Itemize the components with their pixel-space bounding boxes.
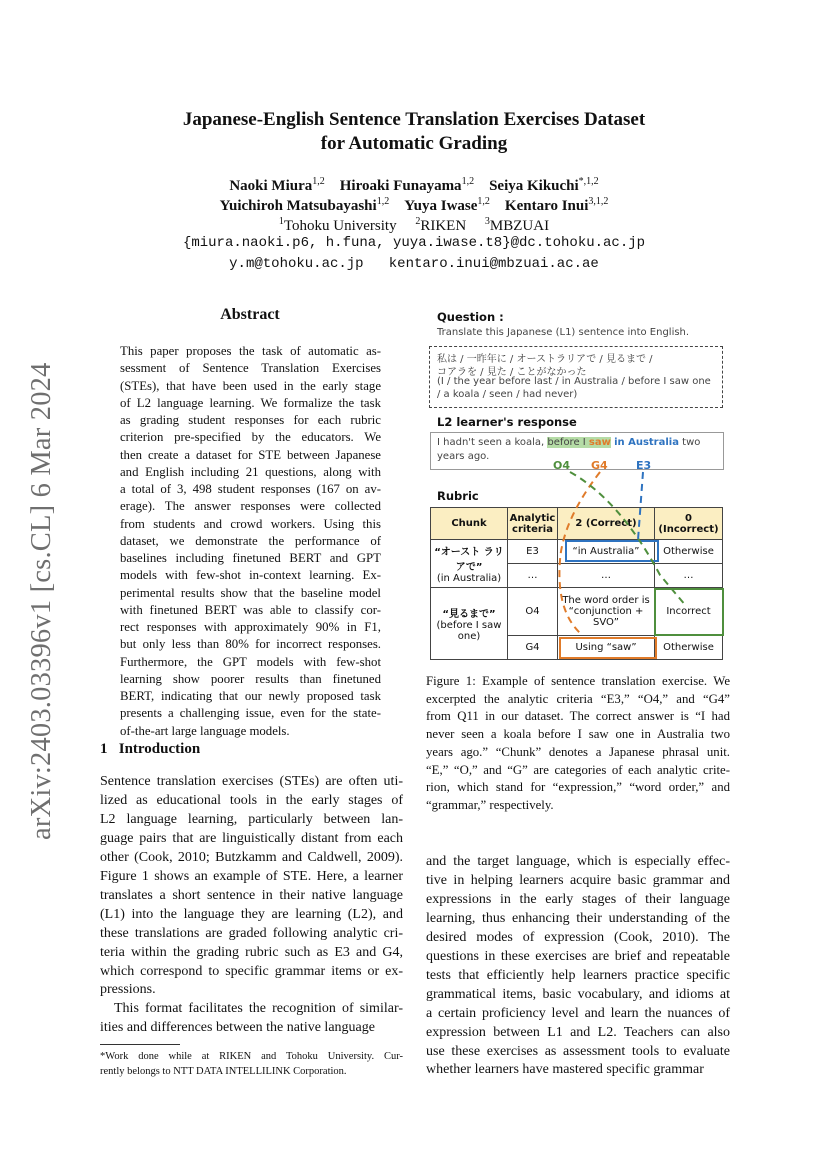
intro-line: guage pairs that are linguistically distant from each bbox=[100, 830, 403, 846]
response-prefix: I hadn't seen a koala, bbox=[437, 437, 548, 448]
affiliation-name: Tohoku University bbox=[283, 218, 397, 234]
abstract-line: of-the-art large language models. bbox=[120, 723, 290, 738]
footnote-line: *Work done while at RIKEN and Tohoku University. Cur- bbox=[100, 1051, 403, 1062]
intro-line: Figure 1 shows an example of STE. Here, a learner bbox=[100, 868, 403, 884]
intro-line: tive in helping learners acquire basic grammar and bbox=[426, 872, 730, 888]
author-affiliation: 1,2 bbox=[477, 196, 490, 207]
author-name: Kentaro Inui bbox=[504, 198, 589, 214]
affiliation-number: 3 bbox=[484, 216, 490, 227]
response-saw: saw bbox=[588, 437, 611, 448]
caption-line: never seen a koala before I saw one in Australia two bbox=[426, 727, 730, 742]
criteria-e3: E3 bbox=[508, 540, 558, 564]
correct-g4: Using “saw” bbox=[558, 636, 655, 660]
tag-o4: O4 bbox=[553, 459, 571, 472]
rubric-label: Rubric bbox=[437, 489, 479, 503]
chunk-jp: “見るまで” bbox=[442, 609, 496, 620]
intro-line: grammatical items, basic vocabulary, and idioms at bbox=[426, 986, 730, 1002]
abstract-line: presents a challenging issue, even for the state- bbox=[120, 706, 381, 721]
abstract-line: but only less than 80% for incorrect responses. bbox=[120, 637, 381, 652]
response-in-australia: in Australia bbox=[614, 437, 679, 448]
tag-e3: E3 bbox=[636, 459, 652, 472]
affiliation-number: 2 bbox=[415, 216, 421, 227]
email-line-1[interactable]: {miura.naoki.p6, h.funa, yuya.iwase.t8}@dc.tohoku.ac.jp bbox=[182, 235, 646, 251]
intro-line: a certain proficiency level and learn the nuances of bbox=[426, 1005, 730, 1021]
incorrect-o4: Incorrect bbox=[655, 588, 723, 636]
abstract-heading: Abstract bbox=[220, 306, 280, 323]
response-suffix: two bbox=[678, 437, 701, 448]
abstract-line: dataset, we demonstrate the performance of bbox=[120, 533, 381, 548]
header-incorrect: 0 (Incorrect) bbox=[655, 508, 723, 540]
author-affiliation: 3,1,2 bbox=[588, 196, 609, 207]
criteria-o4: O4 bbox=[508, 588, 558, 636]
abstract-line: with finetuned BERT was able to classify cor- bbox=[120, 602, 381, 617]
intro-line: translates a short sentence in their native language bbox=[100, 887, 403, 903]
intro-line: and the target language, which is especially effec- bbox=[426, 854, 730, 869]
tag-g4: G4 bbox=[591, 459, 608, 472]
abstract-line: and English including 21 questions, along with bbox=[120, 464, 381, 479]
caption-line: from Q11 in our dataset. The correct answer is “I had bbox=[426, 709, 730, 724]
abstract-line: models with few-shot in-context learning. Ex- bbox=[120, 568, 381, 583]
section-title: Introduction bbox=[118, 741, 201, 757]
caption-line: rion, which stand for “expression,” “word order,” and bbox=[426, 780, 730, 795]
chunk-en: (in Australia) bbox=[436, 573, 502, 584]
intro-line: desired modes of expression (Cook, 2010). The bbox=[426, 929, 730, 945]
caption-line: excerpted the analytic criteria “E3,” “O4,” and “G4” bbox=[426, 691, 730, 706]
header-correct: 2 (Correct) bbox=[558, 508, 655, 540]
author-name: Yuichiroh Matsubayashi bbox=[219, 198, 377, 214]
arxiv-identifier: arXiv:2403.03396v1 [cs.CL] 6 Mar 2024 bbox=[26, 362, 57, 840]
intro-line: ities and differences between the native language bbox=[100, 1020, 375, 1036]
response-line-2: years ago. bbox=[437, 451, 490, 462]
abstract-line: learning show poorer results than finetuned bbox=[120, 671, 381, 686]
intro-line: This format facilitates the recognition of similar- bbox=[114, 1001, 403, 1017]
chunk-en: (before I saw one) bbox=[436, 620, 502, 642]
author-affiliation: 1,2 bbox=[461, 176, 475, 187]
criteria-ellipsis: … bbox=[508, 564, 558, 588]
intro-line: these translations are graded following analytic cri- bbox=[100, 925, 403, 941]
jp-line: 私は / 一昨年に / オーストラリアで / 見るまで / bbox=[437, 354, 653, 365]
title-line-2: for Automatic Grading bbox=[320, 133, 508, 154]
header-chunk: Chunk bbox=[431, 508, 508, 540]
author-affiliation: *,1,2 bbox=[578, 176, 599, 187]
author-affiliation: 1,2 bbox=[312, 176, 325, 187]
intro-line: lized as educational tools in the early stages of bbox=[100, 792, 403, 808]
affiliation-name: MBZUAI bbox=[489, 218, 550, 234]
intro-line: use these exercises as assessment tools to evaluate bbox=[426, 1043, 730, 1059]
caption-line: “E,” “O,” and “G” are categories of each analytic crite- bbox=[426, 762, 730, 777]
abstract-line: sessment of Sentence Translation Exercises bbox=[120, 361, 381, 376]
abstract-line: erage). The answer responses were collected bbox=[120, 499, 381, 514]
abstract-line: perimental results show that the baseline model bbox=[120, 585, 381, 600]
question-label: Question : bbox=[437, 310, 504, 324]
caption-line: years ago.” “Chunk” denotes a Japanese phrasal unit. bbox=[426, 744, 730, 759]
incorrect-e3: Otherwise bbox=[655, 540, 723, 564]
abstract-line: a total of 3, 498 student responses (167 on av- bbox=[120, 482, 381, 496]
abstract-line: (STEs), that have been used in the early stage bbox=[120, 378, 381, 393]
connector-e3 bbox=[638, 472, 643, 540]
intro-line: pressions. bbox=[100, 982, 156, 998]
abstract-line: rect responses with approximately 90% in F1, bbox=[120, 620, 381, 634]
author-name: Naoki Miura bbox=[229, 178, 313, 194]
author-name: Seiya Kikuchi bbox=[489, 178, 579, 194]
connector-o4 bbox=[570, 472, 686, 606]
intro-line: learning, thus enhancing their understanding of the bbox=[426, 910, 730, 926]
intro-line: expressions in the early stages of their language bbox=[426, 891, 730, 907]
intro-line: expression between L1 and L2. Teachers can also bbox=[426, 1024, 730, 1040]
abstract-line: criterion pre-specified by the educators. We bbox=[120, 430, 381, 445]
intro-line: questions in these exercises are brief and repeatable bbox=[426, 948, 730, 964]
header-analytic-criteria: Analytic criteria bbox=[508, 508, 558, 540]
connector-g4 bbox=[559, 472, 600, 633]
author-name: Hiroaki Funayama bbox=[339, 178, 462, 194]
jp-line: コアラを / 見た / ことがなかった bbox=[437, 367, 587, 378]
abstract-line: baselines including finetuned BERT and GPT bbox=[120, 551, 381, 565]
email-line-2[interactable]: y.m@tohoku.ac.jp kentaro.inui@mbzuai.ac.ae bbox=[229, 256, 599, 272]
criteria-g4: G4 bbox=[508, 636, 558, 660]
correct-o4: The word order is “conjunction + SVO” bbox=[558, 588, 655, 636]
abstract-line: from students and crowd workers. Using this bbox=[120, 516, 381, 531]
caption-line: Figure 1: Example of sentence translation exercise. We bbox=[426, 674, 730, 688]
correct-e3: “in Australia” bbox=[558, 540, 655, 564]
response-label: L2 learner's response bbox=[437, 415, 577, 429]
jp-gloss-line: / a koala / seen / had never) bbox=[437, 389, 578, 400]
abstract-line: then create a dataset for STE between Japanese bbox=[120, 447, 381, 462]
author-name: Yuya Iwase bbox=[404, 198, 478, 214]
abstract-line: BERT, indicating that our newly proposed task bbox=[120, 689, 381, 703]
intro-line: teria within the grading rubric such as E3 and G4, bbox=[100, 944, 403, 960]
intro-line: whether learners have mastered specific grammar bbox=[426, 1062, 704, 1078]
intro-line: other (Cook, 2010; Butzkamm and Caldwell, 2009). bbox=[100, 849, 403, 865]
intro-line: L2 language learning, particularly between lan- bbox=[100, 811, 403, 827]
caption-line: “grammar,” respectively. bbox=[426, 797, 554, 812]
question-text: Translate this Japanese (L1) sentence into English. bbox=[437, 327, 690, 338]
author-affiliation: 1,2 bbox=[376, 196, 390, 207]
affiliation-number: 1 bbox=[278, 216, 284, 227]
intro-line: tests that efficiently help learners practice specific bbox=[426, 967, 730, 983]
correct-ellipsis: … bbox=[558, 564, 655, 588]
title-line-1: Japanese-English Sentence Translation Exercises Dataset bbox=[182, 109, 646, 130]
intro-line: Sentence translation exercises (STEs) are often uti- bbox=[100, 774, 403, 789]
intro-line: (L1) into the language they are learning (L2), and bbox=[100, 906, 403, 922]
abstract-line: This paper proposes the task of automatic as- bbox=[120, 344, 381, 358]
abstract-line: Furthermore, the GPT models with few-shot bbox=[120, 654, 381, 669]
intro-line: which correspond to specific grammar items or ex- bbox=[100, 963, 403, 979]
incorrect-g4: Otherwise bbox=[655, 636, 723, 660]
affiliation-name: RIKEN bbox=[420, 218, 467, 234]
chunk-jp: “オースト ラリアで” bbox=[434, 547, 504, 573]
response-before-i: before I bbox=[547, 437, 589, 448]
jp-gloss-line: (I / the year before last / in Australia / before I saw one bbox=[437, 376, 711, 387]
abstract-line: as grading student responses for each rubric bbox=[120, 413, 381, 427]
abstract-line: of L2 language learning. We formalize the task bbox=[120, 395, 381, 410]
section-number: 1 bbox=[100, 741, 108, 757]
footnote-line: rently belongs to NTT DATA INTELLILINK Corporation. bbox=[100, 1066, 347, 1077]
incorrect-ellipsis: … bbox=[655, 564, 723, 588]
